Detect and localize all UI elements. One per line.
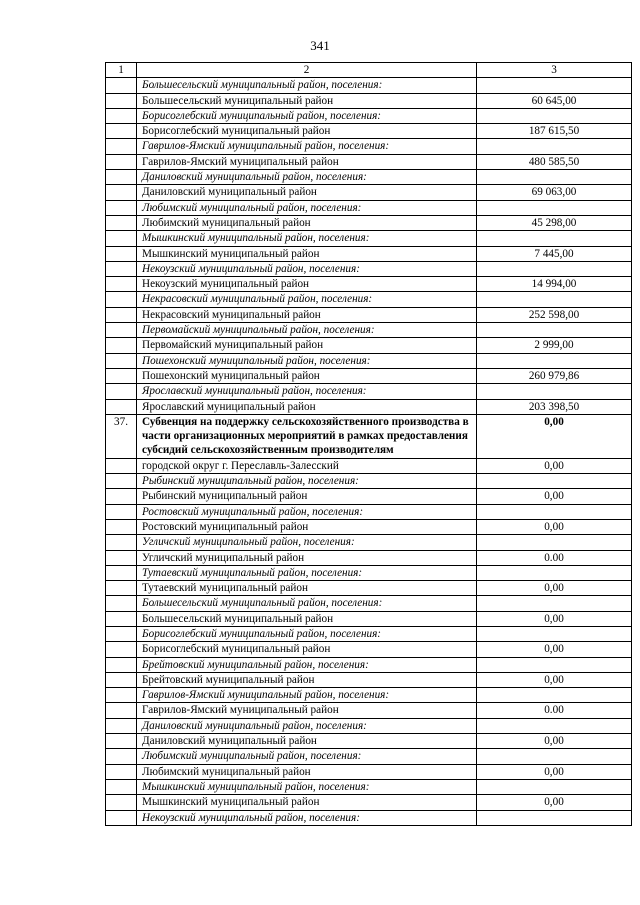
subheader-row [106, 231, 632, 246]
table-row [106, 611, 632, 626]
number-cell [106, 154, 137, 169]
number-cell [106, 535, 137, 550]
row-label: Мышкинский муниципальный район [137, 246, 477, 261]
subheader-label: Ярославский муниципальный район, поселения: [137, 384, 477, 399]
section-row [106, 414, 632, 458]
number-cell [106, 78, 137, 93]
subheader-label: Гаврилов-Ямский муниципальный район, поселения: [137, 139, 477, 154]
number-cell [106, 215, 137, 230]
subheader-row [106, 474, 632, 489]
number-cell [106, 642, 137, 657]
number-cell [106, 261, 137, 276]
table-row [106, 368, 632, 383]
row-label: Любимский муниципальный район [137, 215, 477, 230]
table-row [106, 642, 632, 657]
subheader-row [106, 749, 632, 764]
amount-cell: 260 979,86 [477, 368, 632, 383]
amount-cell: 0,00 [477, 458, 632, 473]
table-row [106, 672, 632, 687]
amount-cell [477, 657, 632, 672]
table-row [106, 795, 632, 810]
number-cell [106, 688, 137, 703]
budget-table [105, 62, 632, 826]
number-cell [106, 246, 137, 261]
number-cell [106, 338, 137, 353]
subheader-label: Даниловский муниципальный район, поселения: [137, 170, 477, 185]
amount-cell: 480 585,50 [477, 154, 632, 169]
number-cell [106, 779, 137, 794]
number-cell [106, 323, 137, 338]
table-body [106, 63, 632, 826]
amount-cell [477, 108, 632, 123]
amount-cell [477, 323, 632, 338]
subheader-label: Тутаевский муниципальный район, поселения: [137, 565, 477, 580]
row-label: Ярославский муниципальный район [137, 399, 477, 414]
amount-cell [477, 688, 632, 703]
row-label: Пошехонский муниципальный район [137, 368, 477, 383]
amount-cell: 0,00 [477, 672, 632, 687]
amount-cell: 0,00 [477, 764, 632, 779]
number-cell [106, 810, 137, 825]
row-label: Большесельский муниципальный район [137, 93, 477, 108]
subheader-label: Угличский муниципальный район, поселения: [137, 535, 477, 550]
amount-cell: 0,00 [477, 795, 632, 810]
amount-cell [477, 779, 632, 794]
amount-cell [477, 749, 632, 764]
number-cell [106, 795, 137, 810]
number-cell [106, 489, 137, 504]
amount-cell [477, 200, 632, 215]
subheader-row [106, 78, 632, 93]
subheader-label: Некоузский муниципальный район, поселения: [137, 810, 477, 825]
number-cell [106, 231, 137, 246]
number-cell [106, 185, 137, 200]
number-cell [106, 353, 137, 368]
subheader-label: Любимский муниципальный район, поселения: [137, 749, 477, 764]
number-cell [106, 550, 137, 565]
row-label: Некрасовский муниципальный район [137, 307, 477, 322]
row-label: Рыбинский муниципальный район [137, 489, 477, 504]
amount-cell: 60 645,00 [477, 93, 632, 108]
row-label: Гаврилов-Ямский муниципальный район [137, 154, 477, 169]
table-row [106, 458, 632, 473]
amount-cell [477, 565, 632, 580]
amount-cell [477, 170, 632, 185]
amount-cell [477, 78, 632, 93]
row-label: Большесельский муниципальный район [137, 611, 477, 626]
subheader-label: Некрасовский муниципальный район, поселения: [137, 292, 477, 307]
number-cell [106, 581, 137, 596]
subheader-label: Ростовский муниципальный район, поселения: [137, 504, 477, 519]
amount-cell: 0,00 [477, 642, 632, 657]
amount-cell: 7 445,00 [477, 246, 632, 261]
number-cell [106, 764, 137, 779]
amount-cell [477, 596, 632, 611]
number-cell [106, 718, 137, 733]
subheader-row [106, 384, 632, 399]
amount-cell [477, 292, 632, 307]
table-row [106, 154, 632, 169]
number-cell [106, 458, 137, 473]
amount-cell [477, 810, 632, 825]
number-cell [106, 307, 137, 322]
amount-cell: 0,00 [477, 611, 632, 626]
table-row [106, 93, 632, 108]
amount-cell [477, 504, 632, 519]
amount-cell [477, 261, 632, 276]
table-row [106, 489, 632, 504]
amount-cell: 0.00 [477, 703, 632, 718]
amount-cell [477, 384, 632, 399]
number-cell [106, 474, 137, 489]
table-row [106, 581, 632, 596]
section-number: 37. [106, 414, 137, 458]
subheader-row [106, 261, 632, 276]
subheader-label: Борисоглебский муниципальный район, поселения: [137, 108, 477, 123]
amount-cell: 203 398,50 [477, 399, 632, 414]
amount-cell [477, 535, 632, 550]
table-row [106, 277, 632, 292]
number-cell [106, 108, 137, 123]
amount-cell: 0,00 [477, 489, 632, 504]
row-label: Даниловский муниципальный район [137, 185, 477, 200]
number-cell [106, 703, 137, 718]
subheader-row [106, 657, 632, 672]
table-row [106, 338, 632, 353]
subheader-label: Первомайский муниципальный район, поселения: [137, 323, 477, 338]
subheader-label: Большесельский муниципальный район, поселения: [137, 596, 477, 611]
subheader-row [106, 596, 632, 611]
subheader-row [106, 139, 632, 154]
subheader-row [106, 810, 632, 825]
number-cell [106, 384, 137, 399]
amount-cell [477, 626, 632, 641]
amount-cell [477, 139, 632, 154]
row-label: Борисоглебский муниципальный район [137, 124, 477, 139]
subheader-label: Мышкинский муниципальный район, поселения: [137, 231, 477, 246]
number-cell [106, 519, 137, 534]
number-cell [106, 504, 137, 519]
amount-cell: 45 298,00 [477, 215, 632, 230]
number-cell [106, 657, 137, 672]
amount-cell: 0.00 [477, 550, 632, 565]
number-cell [106, 139, 137, 154]
amount-cell: 0,00 [477, 519, 632, 534]
subheader-label: Борисоглебский муниципальный район, поселения: [137, 626, 477, 641]
number-cell [106, 596, 137, 611]
row-label: Брейтовский муниципальный район [137, 672, 477, 687]
number-cell [106, 611, 137, 626]
table-row [106, 519, 632, 534]
subheader-label: Брейтовский муниципальный район, поселения: [137, 657, 477, 672]
subheader-row [106, 504, 632, 519]
table-row [106, 734, 632, 749]
table-row [106, 124, 632, 139]
row-label: Первомайский муниципальный район [137, 338, 477, 353]
amount-cell [477, 718, 632, 733]
subheader-label: Гаврилов-Ямский муниципальный район, поселения: [137, 688, 477, 703]
table-row [106, 307, 632, 322]
subheader-label: Большесельский муниципальный район, поселения: [137, 78, 477, 93]
subheader-label: Некоузский муниципальный район, поселения: [137, 261, 477, 276]
subheader-row [106, 535, 632, 550]
column-header-1: 1 [106, 63, 137, 78]
subheader-label: Даниловский муниципальный район, поселения: [137, 718, 477, 733]
number-cell [106, 565, 137, 580]
subheader-label: Пошехонский муниципальный район, поселения: [137, 353, 477, 368]
number-cell [106, 200, 137, 215]
amount-cell: 2 999,00 [477, 338, 632, 353]
column-header-3: 3 [477, 63, 632, 78]
subheader-row [106, 108, 632, 123]
subheader-label: Мышкинский муниципальный район, поселения: [137, 779, 477, 794]
row-label: Гаврилов-Ямский муниципальный район [137, 703, 477, 718]
section-amount: 0,00 [477, 414, 632, 458]
amount-cell: 14 994,00 [477, 277, 632, 292]
number-cell [106, 93, 137, 108]
number-cell [106, 277, 137, 292]
amount-cell: 252 598,00 [477, 307, 632, 322]
number-cell [106, 399, 137, 414]
subheader-row [106, 565, 632, 580]
row-label: Мышкинский муниципальный район [137, 795, 477, 810]
number-cell [106, 368, 137, 383]
subheader-row [106, 200, 632, 215]
row-label: Любимский муниципальный район [137, 764, 477, 779]
subheader-label: Рыбинский муниципальный район, поселения: [137, 474, 477, 489]
amount-cell: 0,00 [477, 734, 632, 749]
number-cell [106, 170, 137, 185]
number-cell [106, 734, 137, 749]
table-row [106, 703, 632, 718]
row-label: Ростовский муниципальный район [137, 519, 477, 534]
row-label: Угличский муниципальный район [137, 550, 477, 565]
subheader-row [106, 718, 632, 733]
subheader-row [106, 353, 632, 368]
table-row [106, 185, 632, 200]
amount-cell: 0,00 [477, 581, 632, 596]
number-cell [106, 672, 137, 687]
column-header-2: 2 [137, 63, 477, 78]
row-label: Тутаевский муниципальный район [137, 581, 477, 596]
subheader-row [106, 323, 632, 338]
number-cell [106, 124, 137, 139]
amount-cell [477, 353, 632, 368]
subheader-row [106, 170, 632, 185]
number-cell [106, 749, 137, 764]
subheader-label: Любимский муниципальный район, поселения: [137, 200, 477, 215]
table-row [106, 399, 632, 414]
table-row [106, 215, 632, 230]
table-row [106, 550, 632, 565]
row-label: Некоузский муниципальный район [137, 277, 477, 292]
amount-cell [477, 474, 632, 489]
amount-cell: 187 615,50 [477, 124, 632, 139]
amount-cell: 69 063,00 [477, 185, 632, 200]
number-cell [106, 626, 137, 641]
subheader-row [106, 779, 632, 794]
page-number: 341 [310, 38, 330, 53]
subheader-row [106, 626, 632, 641]
header-row [106, 63, 632, 78]
table-row [106, 764, 632, 779]
table-row [106, 246, 632, 261]
section-title: Субвенция на поддержку сельскохозяйственного производства в части организационных мероприятий в рамках предоставления субсидий сельскохозяйственным производителям [137, 414, 477, 458]
subheader-row [106, 688, 632, 703]
row-label: Даниловский муниципальный район [137, 734, 477, 749]
number-cell [106, 292, 137, 307]
subheader-row [106, 292, 632, 307]
row-label: городской округ г. Переславль-Залесский [137, 458, 477, 473]
row-label: Борисоглебский муниципальный район [137, 642, 477, 657]
amount-cell [477, 231, 632, 246]
